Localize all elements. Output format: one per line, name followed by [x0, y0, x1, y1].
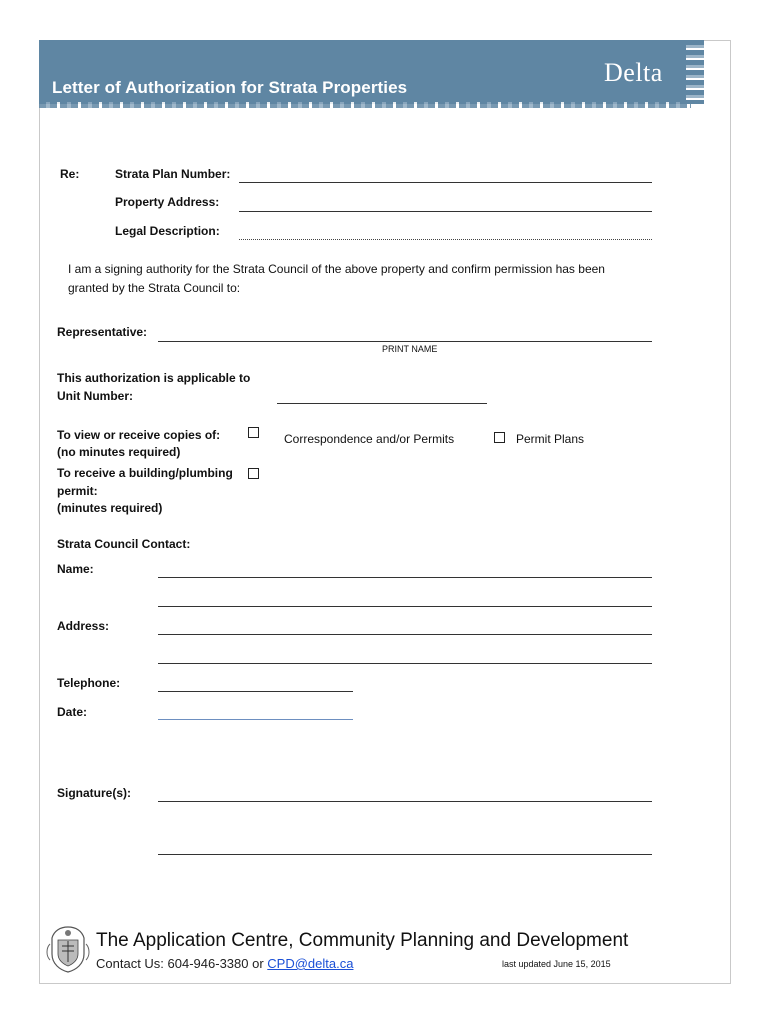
building-permit-note: (minutes required): [57, 501, 163, 515]
correspondence-label: Correspondence and/or Permits: [284, 432, 455, 446]
address-field-1[interactable]: [158, 634, 652, 635]
name-label: Name:: [57, 562, 94, 576]
representative-label: Representative:: [57, 325, 148, 339]
representative-field[interactable]: [158, 341, 652, 342]
name-field-2[interactable]: [158, 606, 652, 607]
building-permit-checkbox[interactable]: [248, 468, 259, 479]
unit-label-line-2: Unit Number:: [57, 389, 133, 403]
telephone-field[interactable]: [158, 691, 353, 692]
email-link[interactable]: CPD@delta.ca: [267, 956, 354, 971]
permit-plans-checkbox[interactable]: [494, 432, 505, 443]
statement-line-1: I am a signing authority for the Strata Council of the above property and confirm permission has been: [68, 262, 605, 276]
property-address-label: Property Address:: [115, 195, 220, 209]
address-label: Address:: [57, 619, 110, 633]
unit-number-field[interactable]: [277, 403, 487, 404]
telephone-label: Telephone:: [57, 676, 121, 690]
unit-label-line-1: This authorization is applicable to: [57, 371, 251, 385]
signature-label: Signature(s):: [57, 786, 132, 800]
address-field-2[interactable]: [158, 663, 652, 664]
delta-crest-icon: [46, 924, 90, 974]
statement-line-2: granted by the Strata Council to:: [68, 281, 241, 295]
strata-plan-field[interactable]: [239, 182, 652, 183]
re-label: Re:: [60, 167, 80, 181]
legal-description-field[interactable]: [239, 239, 652, 240]
permit-plans-label: Permit Plans: [516, 432, 585, 446]
view-copies-checkbox[interactable]: [248, 427, 259, 438]
legal-description-label: Legal Description:: [115, 224, 220, 238]
signature-field-2[interactable]: [158, 854, 652, 855]
footer-contact: [96, 956, 353, 971]
header-banner-edge: [686, 40, 704, 104]
building-permit-label: To receive a building/plumbing: [57, 466, 233, 480]
delta-logo: Delta: [604, 58, 663, 87]
view-copies-label: To view or receive copies of:: [57, 428, 221, 442]
name-field-1[interactable]: [158, 577, 652, 578]
strata-plan-label: Strata Plan Number:: [115, 167, 231, 181]
signature-field-1[interactable]: [158, 801, 652, 802]
date-field[interactable]: [158, 719, 353, 720]
form-title: Letter of Authorization for Strata Properties: [52, 78, 408, 97]
strata-contact-title: Strata Council Contact:: [57, 537, 191, 551]
date-label: Date:: [57, 705, 88, 719]
building-permit-label-2: permit:: [57, 484, 98, 498]
contact-phone-text: Contact Us: 604-946-3380 or: [96, 956, 268, 971]
view-copies-note: (no minutes required): [57, 445, 181, 459]
last-updated-text: last updated June 15, 2015: [502, 959, 611, 969]
property-address-field[interactable]: [239, 211, 652, 212]
footer-title: The Application Centre, Community Planning and Development: [96, 930, 629, 951]
print-name-caption: PRINT NAME: [382, 344, 438, 354]
